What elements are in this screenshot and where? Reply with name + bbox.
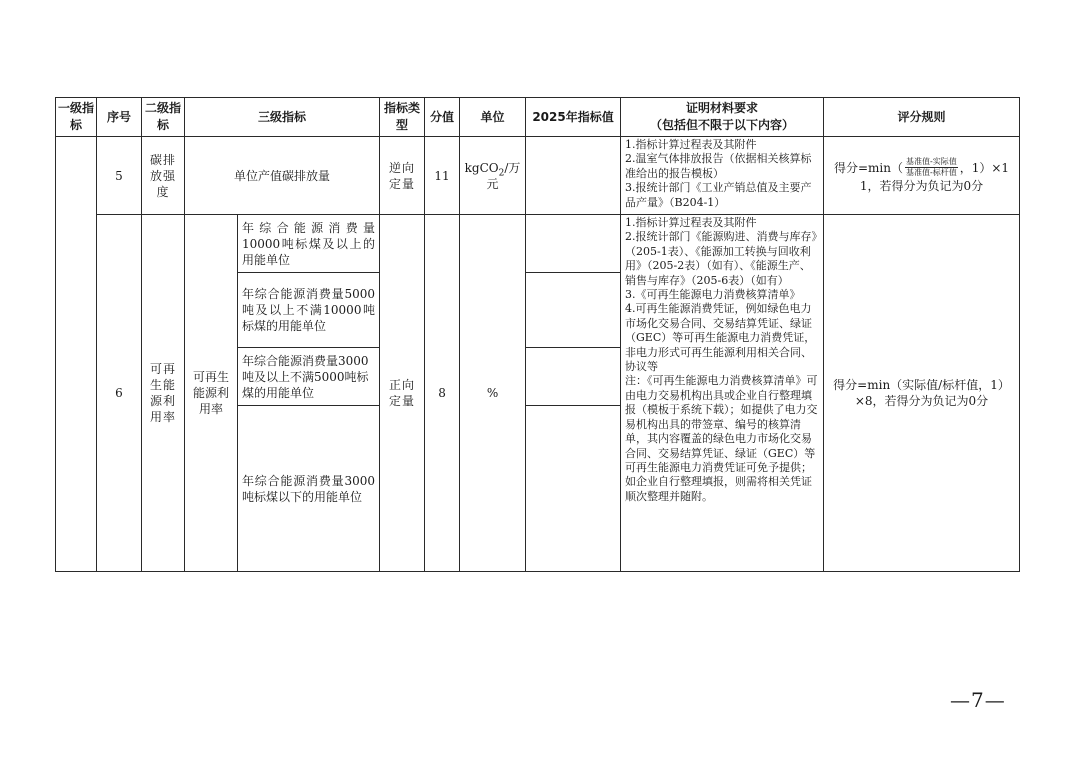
- header-level3: 三级指标: [185, 98, 380, 137]
- header-score: 分值: [425, 98, 460, 137]
- indicator-table: [55, 97, 1020, 572]
- row5-rule-fraction: [905, 157, 958, 178]
- level1-cell: [56, 137, 97, 572]
- row5-evidence-item: 3.报统计部门《工业产销总值及主要产品产量》（B204-1）: [625, 181, 812, 209]
- row6-rule: 得分=min（实际值/标杆值，1）×8，若得分为负记为0分: [824, 215, 1020, 572]
- row5-rule: [824, 137, 1020, 215]
- row5-level2: 碳排放强度: [142, 137, 185, 215]
- row6-target-3: [526, 348, 621, 406]
- header-evidence-line2: （包括但不限于以下内容）: [650, 118, 795, 132]
- row5-evidence: [621, 137, 824, 215]
- row5-score: 11: [425, 137, 460, 215]
- row5-unit: [460, 137, 526, 215]
- row6-type: 正向定量: [380, 215, 425, 572]
- row5-unit-rest: /万元: [486, 160, 521, 191]
- row6-target-4: [526, 406, 621, 572]
- header-evidence: [621, 98, 824, 137]
- row5-rule-line2: 1，若得分为负记为0分: [859, 179, 984, 193]
- row6-evidence: [621, 215, 824, 572]
- row6-sub-item-3: 年综合能源消费量3000吨及以上不满5000吨标煤的用能单位: [238, 348, 380, 406]
- row5-seq: 5: [97, 137, 142, 215]
- row6-target-2: [526, 273, 621, 348]
- header-type: 指标类型: [380, 98, 425, 137]
- row5-target: [526, 137, 621, 215]
- row5-evidence-item: 2.温室气体排放报告（依据相关核算标准给出的报告模板）: [625, 152, 812, 180]
- row6-target-1: [526, 215, 621, 273]
- row6-sub-item-2: 年综合能源消费量5000吨及以上不满10000吨标煤的用能单位: [238, 273, 380, 348]
- row5-rule-frac-den: 基准值-标杆值: [906, 168, 957, 177]
- row6-sub-item-4: 年综合能源消费量3000吨标煤以下的用能单位: [238, 406, 380, 572]
- row6-level2: 可再生能源利用率: [142, 215, 185, 572]
- row5-unit-sub: 2: [498, 167, 505, 178]
- indicator-table-sheet: [55, 97, 1019, 572]
- page-number: —7—: [950, 688, 1006, 712]
- row6-level3-group: 可再生能源利用率: [185, 215, 238, 572]
- row5-rule-prefix: 得分=min（: [833, 160, 903, 175]
- row6-score: 8: [425, 215, 460, 572]
- row6-unit: %: [460, 215, 526, 572]
- header-level2: 二级指标: [142, 98, 185, 137]
- row5-rule-formula: [834, 157, 1009, 178]
- header-rule: 评分规则: [824, 98, 1020, 137]
- header-unit: 单位: [460, 98, 526, 137]
- header-evidence-line1: 证明材料要求: [686, 101, 759, 115]
- row5-unit-main: kgCO: [464, 160, 499, 175]
- table-row: [56, 137, 1020, 215]
- row5-evidence-item: 1.指标计算过程表及其附件: [625, 138, 757, 151]
- row5-type: 逆向定量: [380, 137, 425, 215]
- header-row: [56, 98, 1020, 137]
- table-row: [56, 215, 1020, 273]
- header-target: 2025年指标值: [526, 98, 621, 137]
- row5-rule-frac-num: 基准值-实际值: [906, 157, 957, 166]
- header-level1: 一级指标: [56, 98, 97, 137]
- row6-sub-item-1: 年综合能源消费量10000吨标煤及以上的用能单位: [238, 215, 380, 273]
- row5-level3: 单位产值碳排放量: [185, 137, 380, 215]
- row6-evidence-text: 1.指标计算过程表及其附件 2.报统计部门《能源购进、消费与库存》（205-1表）、《能源加工转换与回收利用》（205-2表）（如有）、《能源生产、销售与库存》（205-6表）（如有） 3.《可再生能源电力消费核算清单》 4.可再生能源消费凭证，例如绿色电力市场化交易合同、交易结算凭证、绿证（GEC）等可再生能源电力消费凭证，非电力形式可再生能源利用相关合同、协议等 注：《可再生能源电力消费核算清单》可由电力交易机构出具或企业自行整理填报（模板于系统下载）；如提供了电力交易机构出具的带签章、编号的核算清单，其内容覆盖的绿色电力市场化交易合同、交易结算凭证、绿证（GEC）等可再生能源电力消费凭证可免予提供；如企业自行整理填报，则需将相关凭证顺次整理并随附。: [625, 216, 818, 503]
- row6-seq: 6: [97, 215, 142, 572]
- row5-rule-suffix: ，1）×1: [959, 160, 1010, 175]
- header-seq: 序号: [97, 98, 142, 137]
